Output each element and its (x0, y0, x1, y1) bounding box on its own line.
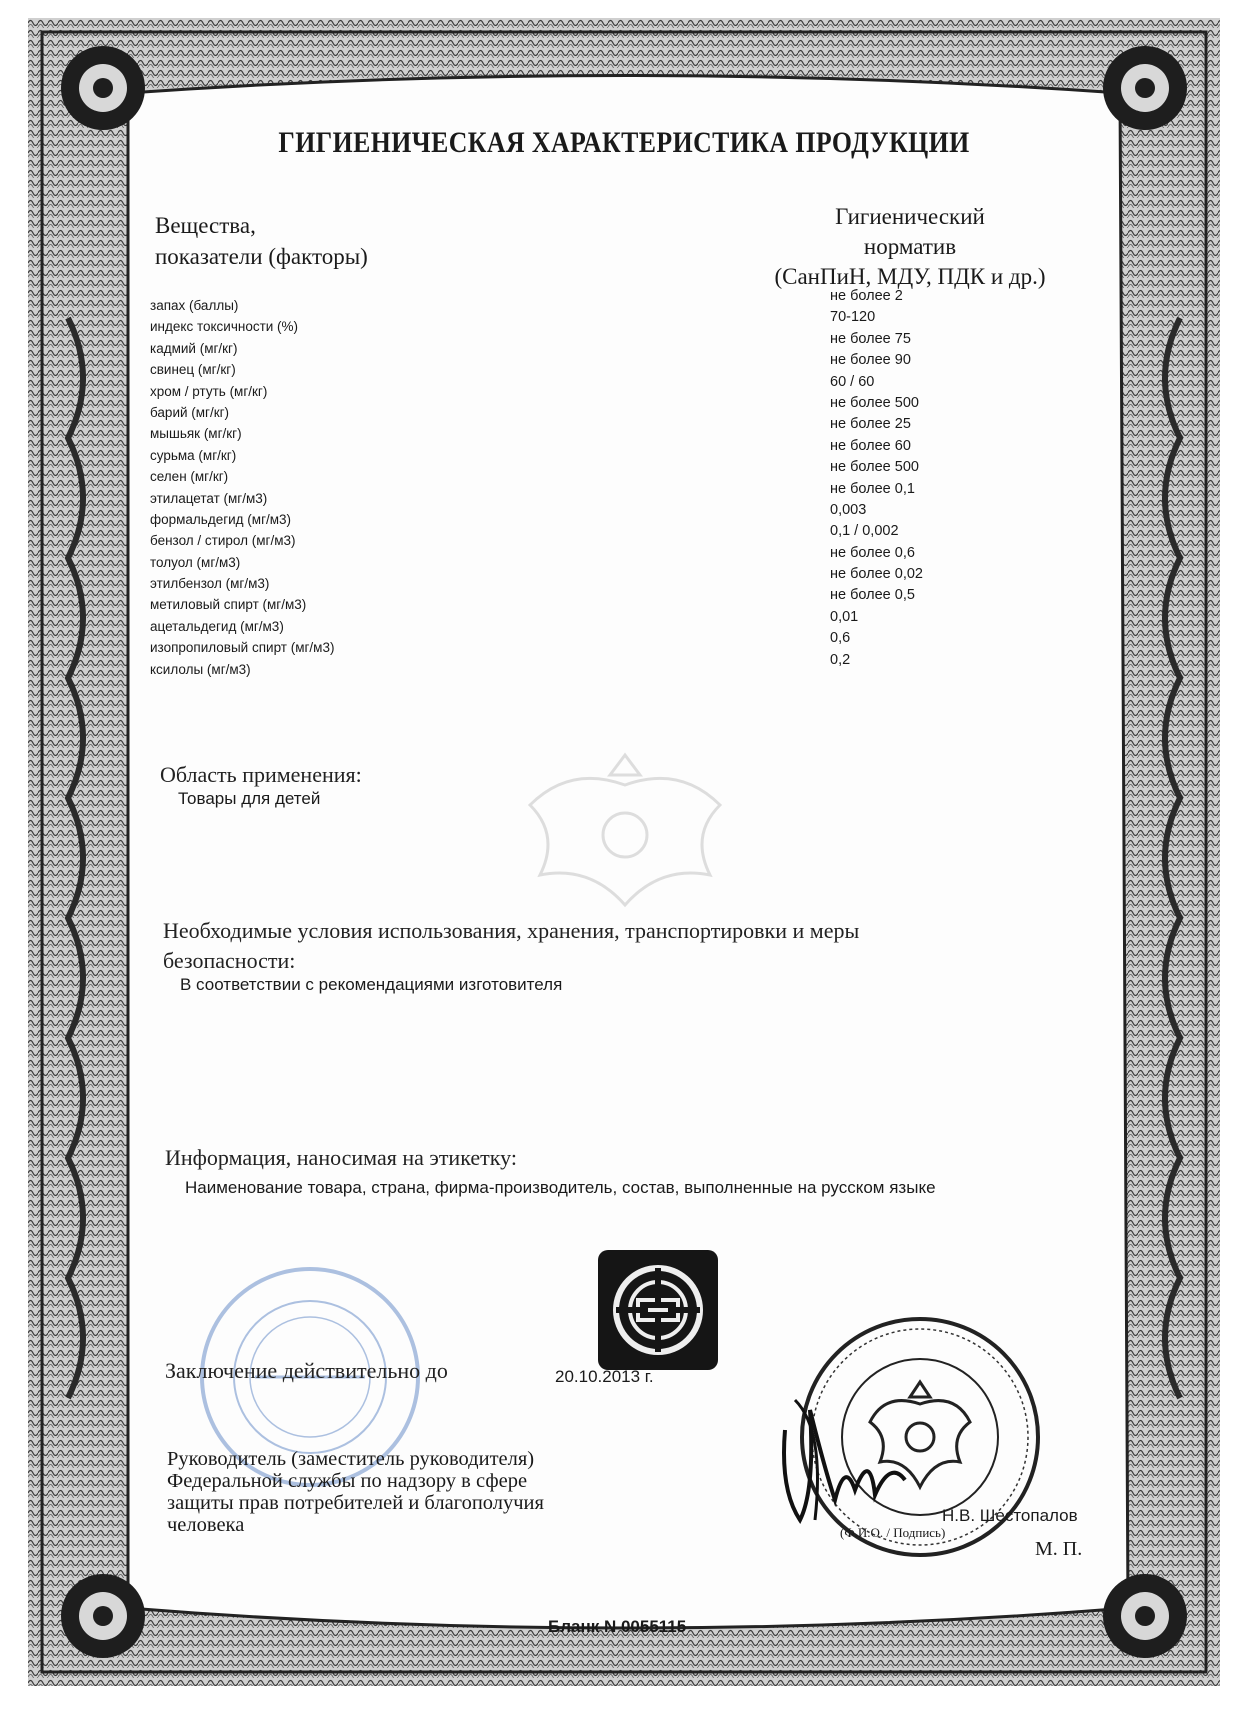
label-info-label: Информация, наносимая на этикетку: (165, 1145, 517, 1170)
substances-header-line1: Вещества, (155, 213, 256, 238)
substance: ксилолы (мг/м3) (150, 661, 251, 677)
norm-value: 0,1 / 0,002 (830, 523, 899, 540)
handwritten-signature (775, 1370, 945, 1530)
signatory-line1: Руководитель (заместитель руководителя) (167, 1448, 535, 1470)
norm-value: не более 0,6 (830, 544, 915, 561)
norm-value: 0,01 (830, 608, 859, 625)
substance: запах (баллы) (150, 298, 239, 313)
substances-header (155, 210, 368, 272)
blank-number: Бланк N 0055115 (548, 1617, 687, 1636)
table-row (150, 630, 980, 661)
validity-date: 20.10.2013 г. (555, 1367, 654, 1386)
certification-logo (598, 1250, 718, 1370)
document-title: ГИГИЕНИЧЕСКАЯ ХАРАКТЕРИСТИКА ПРОДУКЦИИ (278, 126, 970, 159)
fio-caption: (Ф.И.О. / Подпись) (840, 1525, 946, 1540)
norm-value: 0,2 (830, 651, 851, 668)
seal-place-label: М. П. (1035, 1538, 1083, 1560)
conditions-value: В соответствии с рекомендациями изготовителя (180, 975, 563, 994)
signatory-line4: человека (167, 1514, 245, 1536)
norm-header-line1: Гигиенический (835, 204, 985, 229)
norm-value: 60 / 60 (830, 373, 875, 390)
signatory-name: Н.В. Шестопалов (942, 1506, 1078, 1525)
norm-value: не более 2 (830, 288, 903, 304)
substance: этилацетат (мг/м3) (150, 490, 268, 506)
substance: барий (мг/кг) (150, 404, 230, 420)
norm-value: не более 500 (830, 459, 919, 476)
substance: метиловый спирт (мг/м3) (150, 597, 307, 613)
norm-value: не более 25 (830, 416, 911, 433)
norm-header (740, 202, 1080, 292)
table-row (150, 651, 980, 683)
norm-value: не более 0,02 (830, 566, 923, 583)
table-row (150, 608, 980, 640)
norm-header-line2: норматив (863, 234, 957, 259)
signatory-line3: защиты прав потребителей и благополучия (167, 1492, 544, 1514)
substance: кадмий (мг/кг) (150, 340, 238, 356)
conditions-label-line1: Необходимые условия использования, хранения, транспортировки и меры (163, 918, 860, 943)
label-info-value: Наименование товара, страна, фирма-производитель, состав, выполненные на русском языке (185, 1178, 936, 1197)
substance: этилбензол (мг/м3) (150, 576, 270, 592)
norm-value: не более 60 (830, 437, 911, 454)
substance: ацетальдегид (мг/м3) (150, 618, 284, 634)
substance: толуол (мг/м3) (150, 554, 241, 570)
certification-mark-icon (598, 1250, 718, 1370)
substance: мышьяк (мг/кг) (150, 426, 242, 442)
norm-value: не более 500 (830, 394, 919, 411)
scope-label: Область применения: (160, 762, 362, 787)
substance: изопропиловый спирт (мг/м3) (150, 640, 335, 656)
norm-value: не более 90 (830, 352, 911, 369)
scope-value: Товары для детей (178, 789, 321, 808)
substance: индекс токсичности (%) (150, 319, 299, 335)
substance: формальдегид (мг/м3) (150, 511, 292, 527)
conditions-label-line2: безопасности: (163, 948, 296, 973)
norms-table (150, 288, 980, 683)
norm-value: не более 0,5 (830, 587, 915, 604)
norm-value: 0,6 (830, 630, 851, 647)
substance: сурьма (мг/кг) (150, 447, 237, 463)
norm-header-line3: (СанПиН, МДУ, ПДК и др.) (774, 264, 1046, 289)
norm-value: не более 0,1 (830, 480, 915, 497)
validity-label: Заключение действительно до (165, 1358, 448, 1383)
signatory-title (167, 1448, 647, 1536)
substances-header-line2: показатели (факторы) (155, 244, 368, 269)
coat-of-arms-watermark (510, 745, 740, 925)
substance: селен (мг/кг) (150, 469, 229, 485)
substance: хром / ртуть (мг/кг) (150, 383, 268, 399)
substance: бензол / стирол (мг/м3) (150, 533, 296, 549)
substance: свинец (мг/кг) (150, 362, 236, 378)
norm-value: не более 75 (830, 330, 911, 347)
signatory-line2: Федеральной службы по надзору в сфере (167, 1470, 528, 1492)
norm-value: 0,003 (830, 501, 867, 518)
norm-value: 70-120 (830, 309, 876, 326)
